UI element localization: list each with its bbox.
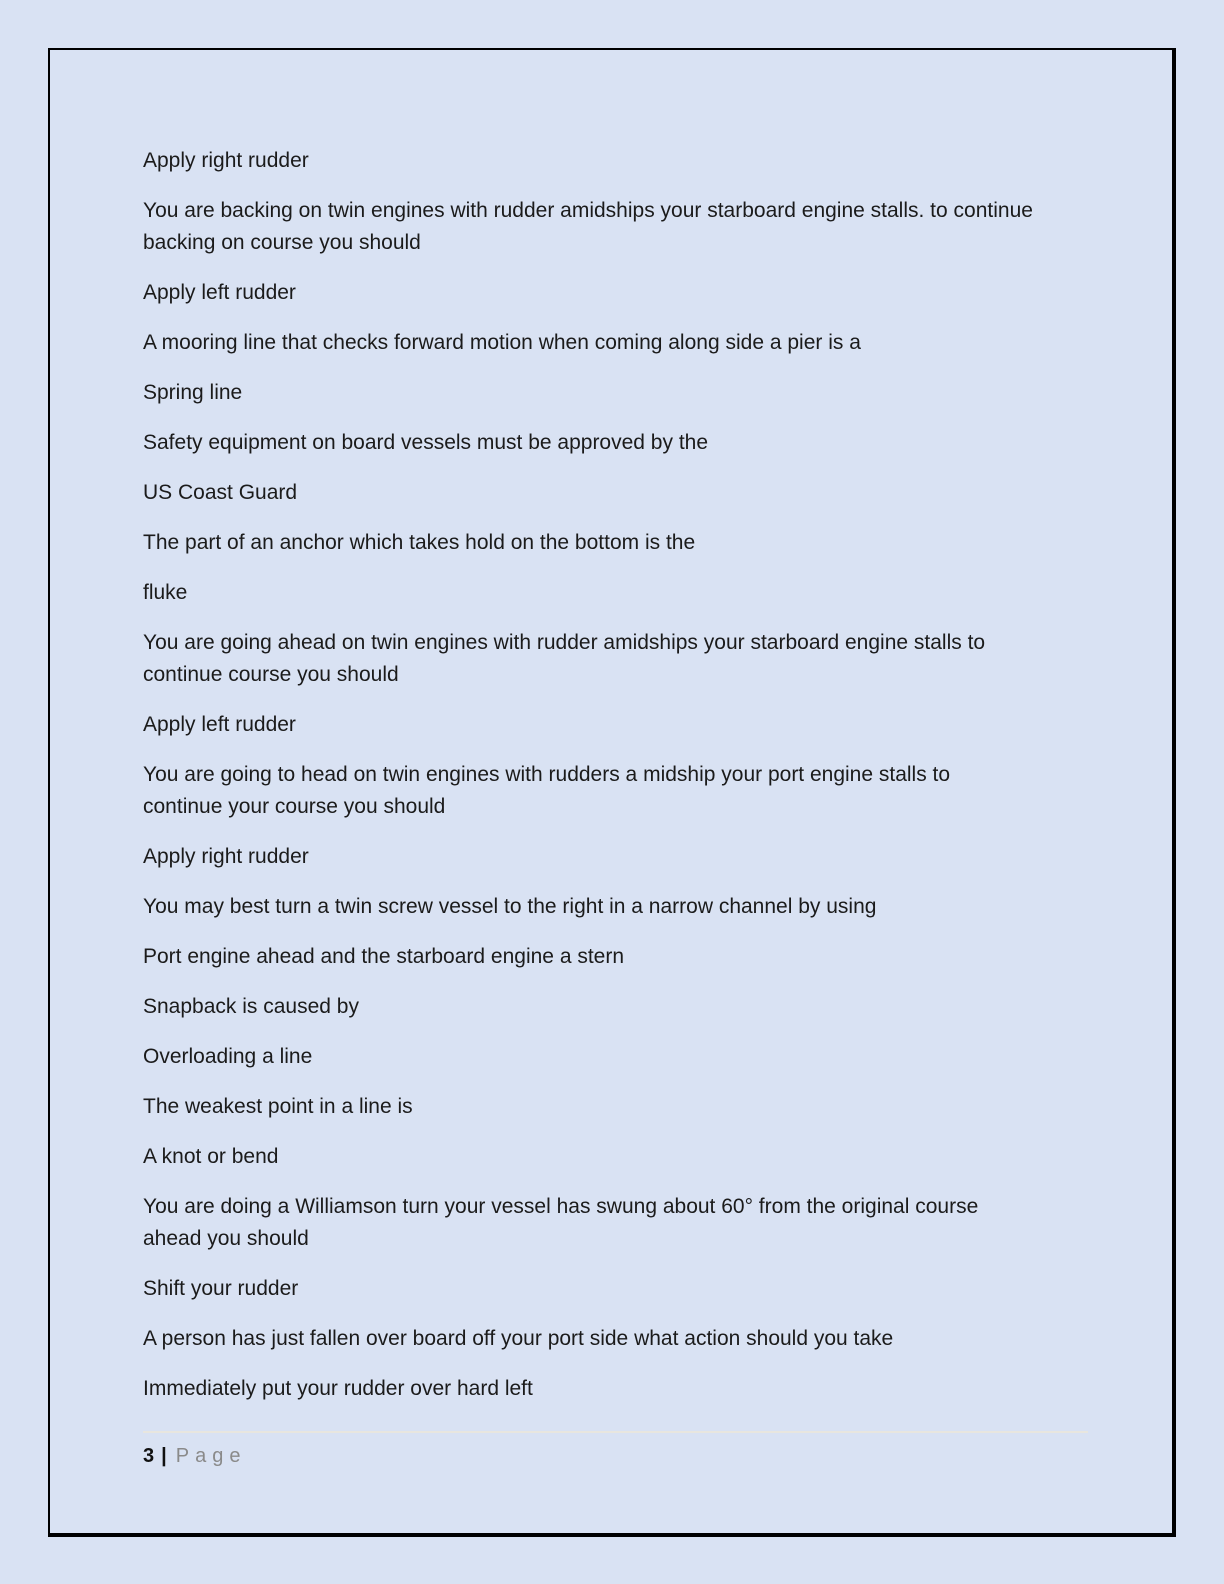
footer-separator: | (161, 1445, 167, 1467)
paragraph-line: continue course you should (143, 663, 399, 686)
paragraph-line: You are doing a Williamson turn your vessel has swung about 60° from the original course (143, 1195, 979, 1218)
paragraph (143, 327, 1088, 359)
paragraph (143, 1323, 1088, 1355)
paragraph-line: Port engine ahead and the starboard engine a stern (143, 945, 625, 968)
paragraph (143, 759, 1088, 823)
paragraph-line: A person has just fallen over board off your port side what action should you take (143, 1327, 894, 1350)
paragraph (143, 577, 1088, 609)
paragraph-line: Apply right rudder (143, 149, 309, 172)
paragraph-line: You are going to head on twin engines with rudders a midship your port engine stalls to (143, 763, 951, 786)
paragraph (143, 1191, 1088, 1255)
paragraph (143, 627, 1088, 691)
paragraph-line: Apply left rudder (143, 713, 296, 736)
paragraph-line: Overloading a line (143, 1045, 313, 1068)
page-footer (143, 1431, 1088, 1469)
paragraph (143, 709, 1088, 741)
paragraph-line: Apply right rudder (143, 845, 309, 868)
paragraph (143, 527, 1088, 559)
paragraph (143, 1373, 1088, 1405)
paragraph-line: backing on course you should (143, 231, 421, 254)
paragraph (143, 991, 1088, 1023)
paragraph-line: A mooring line that checks forward motion when coming along side a pier is a (143, 331, 861, 354)
footer-page-number: 3 (143, 1445, 155, 1467)
paragraph (143, 195, 1088, 259)
paragraph-line: You are backing on twin engines with rudder amidships your starboard engine stalls. to continue (143, 199, 1033, 222)
paragraph-line: Safety equipment on board vessels must be approved by the (143, 431, 709, 454)
paragraph (143, 1091, 1088, 1123)
paragraph-line: Apply left rudder (143, 281, 296, 304)
paragraph (143, 145, 1088, 177)
paragraph-line: Snapback is caused by (143, 995, 359, 1018)
page-content (143, 145, 1088, 1469)
paragraph-line: US Coast Guard (143, 481, 298, 504)
paragraph-line: Spring line (143, 381, 243, 404)
paragraph (143, 277, 1088, 309)
paragraph-line: The part of an anchor which takes hold on the bottom is the (143, 531, 696, 554)
paragraph-line: Immediately put your rudder over hard left (143, 1377, 533, 1400)
paragraph (143, 477, 1088, 509)
paragraph-line: fluke (143, 581, 188, 604)
paragraph (143, 427, 1088, 459)
footer-page-label: Page (175, 1445, 247, 1467)
paragraph (143, 1273, 1088, 1305)
paragraph (143, 377, 1088, 409)
paragraph-line: continue your course you should (143, 795, 446, 818)
paragraph (143, 1141, 1088, 1173)
document-body (143, 145, 1088, 1405)
paragraph-line: You may best turn a twin screw vessel to the right in a narrow channel by using (143, 895, 877, 918)
paragraph (143, 891, 1088, 923)
paragraph-line: ahead you should (143, 1227, 309, 1250)
paragraph (143, 1041, 1088, 1073)
paragraph-line: A knot or bend (143, 1145, 279, 1168)
paragraph-line: The weakest point in a line is (143, 1095, 413, 1118)
paragraph-line: Shift your rudder (143, 1277, 299, 1300)
paragraph (143, 841, 1088, 873)
paragraph-line: You are going ahead on twin engines with rudder amidships your starboard engine stalls to (143, 631, 986, 654)
paragraph (143, 941, 1088, 973)
